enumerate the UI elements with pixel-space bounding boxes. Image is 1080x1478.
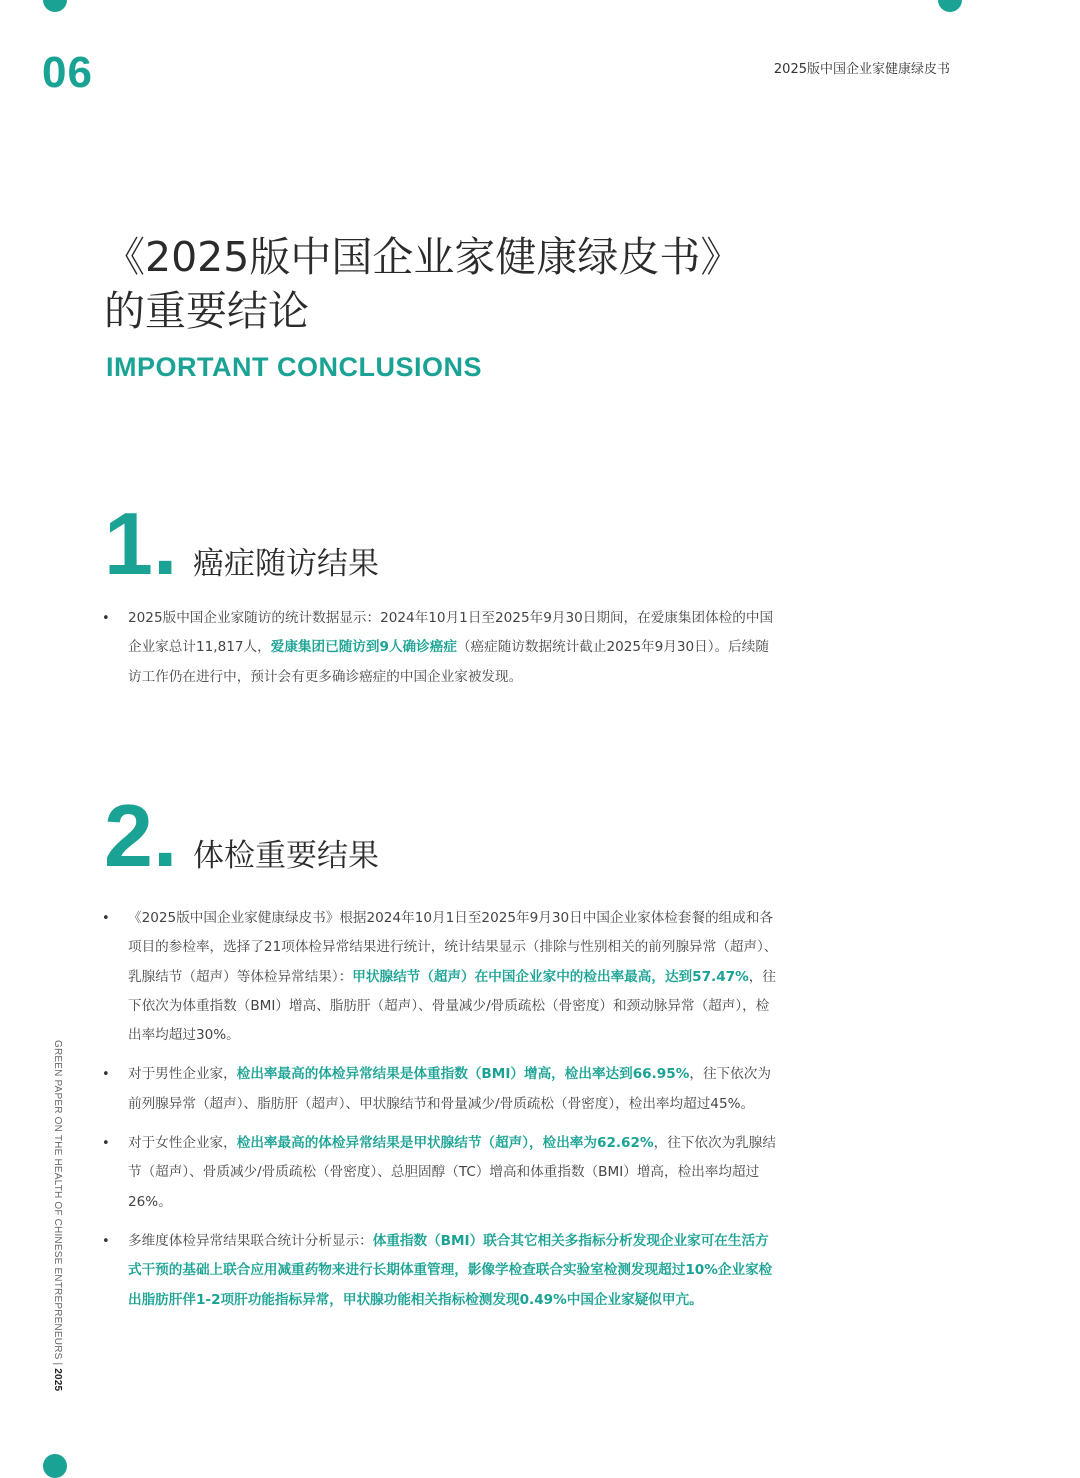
bullet-item (100, 1060, 780, 1119)
highlight-text: 检出率最高的体检异常结果是体重指数（BMI）增高，检出率达到66.95% (236, 1066, 690, 1083)
highlight-text: 爱康集团已随访到9人确诊癌症 (270, 639, 457, 656)
bullet-item (100, 1129, 780, 1217)
english-subtitle: IMPORTANT CONCLUSIONS (106, 352, 482, 382)
section-1-number: 1. (104, 494, 178, 593)
body-text: （癌症随访数据统计截止2025年9月30日）。后续随访工作仍在进行中，预计会有更多确诊癌症的中国企业家被发现。 (128, 639, 769, 685)
decor-dot-top-left (43, 0, 67, 12)
page-title (104, 230, 741, 338)
highlight-text: 体重指数（BMI）联合其它相关多指标分析发现企业家可在生活方式干预的基础上联合应用减重药物来进行长期体重管理，影像学检查联合实验室检测发现超过10%企业家检出脂肪肝伴1-2项肝功能指标异常，甲状腺功能相关指标检测发现0.49%中国企业家疑似甲亢。 (128, 1232, 773, 1308)
section-2-heading: 体检重要结果 (193, 838, 379, 874)
section-2-number: 2. (104, 786, 178, 885)
bullet-item (100, 904, 780, 1050)
body-text: 对于男性企业家， (128, 1066, 237, 1083)
section-1-bullets (100, 604, 780, 702)
body-text: 《2025版中国企业家健康绿皮书》根据2024年10月1日至2025年9月30日中国企业家体检套餐的组成和各项目的参检率，选择了21项体检异常结果进行统计，统计结果显示（排除与性别相关的前列腺异常（超声）、乳腺结节（超声）等体检异常结果）： (128, 910, 778, 985)
decor-dot-top-right (938, 0, 962, 12)
section-1-heading: 癌症随访结果 (193, 546, 379, 582)
bullet-item (100, 604, 780, 692)
running-title: 2025版中国企业家健康绿皮书 (773, 62, 950, 77)
body-text: 2025版中国企业家随访的统计数据显示：2024年10月1日至2025年9月30日期间，在爱康集团体检的中国企业家总计11,817人， (128, 610, 774, 656)
highlight-text: 甲状腺结节（超声）在中国企业家中的检出率最高，达到57.47% (352, 968, 749, 985)
body-text: ，往下依次为体重指数（BMI）增高、脂肪肝（超声）、骨量减少/骨质疏松（骨密度）和颈动脉异常（超声），检出率均超过30%。 (128, 968, 776, 1044)
section-2-bullets (100, 904, 780, 1325)
body-text: ，往下依次为前列腺异常（超声）、脂肪肝（超声）、甲状腺结节和骨量减少/骨质疏松（骨密度），检出率均超过45%。 (128, 1066, 771, 1112)
side-caption: GREEN PAPER ON THE HEALTH OF CHINESE ENTREPRENEURS | 2025 (52, 1040, 63, 1392)
bullet-item (100, 1227, 780, 1315)
body-text: ，往下依次为乳腺结节（超声）、骨质减少/骨质疏松（骨密度）、总胆固醇（TC）增高和体重指数（BMI）增高，检出率均超过26%。 (128, 1135, 776, 1210)
highlight-text: 检出率最高的体检异常结果是甲状腺结节（超声），检出率为62.62% (236, 1135, 654, 1152)
page-number: 06 (42, 48, 93, 97)
page-title-line1: 《2025版中国企业家健康绿皮书》 (104, 233, 742, 281)
body-text: 多维度体检异常结果联合统计分析显示： (128, 1232, 373, 1249)
body-text: 对于女性企业家， (128, 1135, 237, 1152)
decor-dot-bottom-left (43, 1454, 67, 1478)
page-title-line2: 的重要结论 (104, 287, 309, 335)
